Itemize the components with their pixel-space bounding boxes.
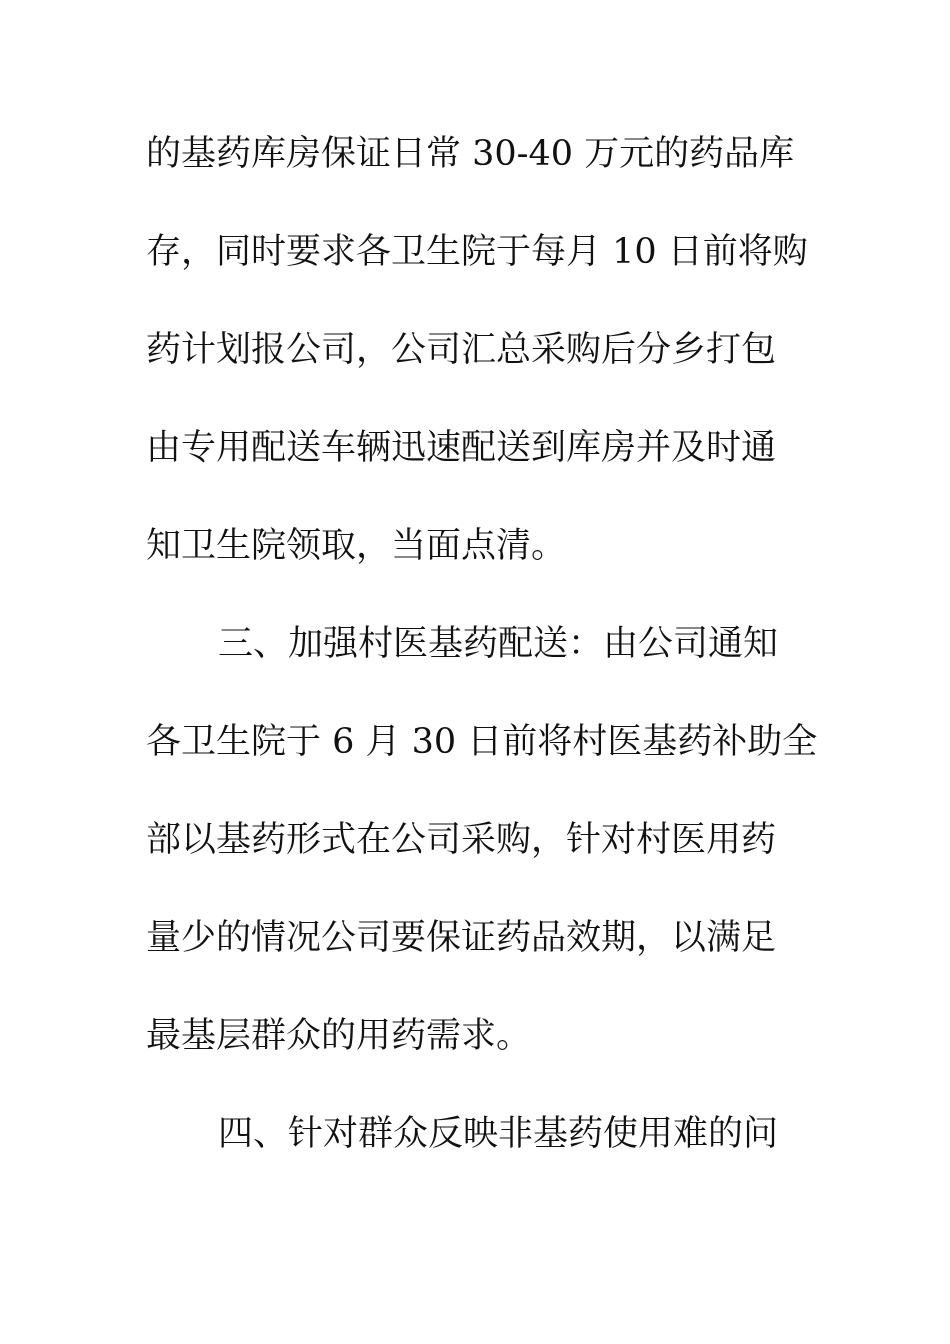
section-heading-line: 四、针对群众反映非基药使用难的问 (218, 1114, 779, 1154)
section-heading-line: 三、加强村医基药配送：由公司通知 (218, 624, 779, 664)
text-line: 各卫生院于 6 月 30 日前将村医基药补助全 (146, 722, 818, 762)
text-line: 存，同时要求各卫生院于每月 10 日前将购 (146, 232, 808, 272)
text-line: 部以基药形式在公司采购，针对村医用药 (146, 820, 777, 860)
text-line: 量少的情况公司要保证药品效期，以满足 (146, 918, 777, 958)
text-line: 最基层群众的用药需求。 (146, 1016, 532, 1056)
text-line: 由专用配送车辆迅速配送到库房并及时通 (146, 428, 777, 468)
body-text (146, 125, 818, 1203)
text-line: 的基药库房保证日常 30-40 万元的药品库 (146, 134, 795, 174)
text-line: 知卫生院领取，当面点清。 (146, 526, 567, 566)
text-line: 药计划报公司，公司汇总采购后分乡打包 (146, 330, 777, 370)
